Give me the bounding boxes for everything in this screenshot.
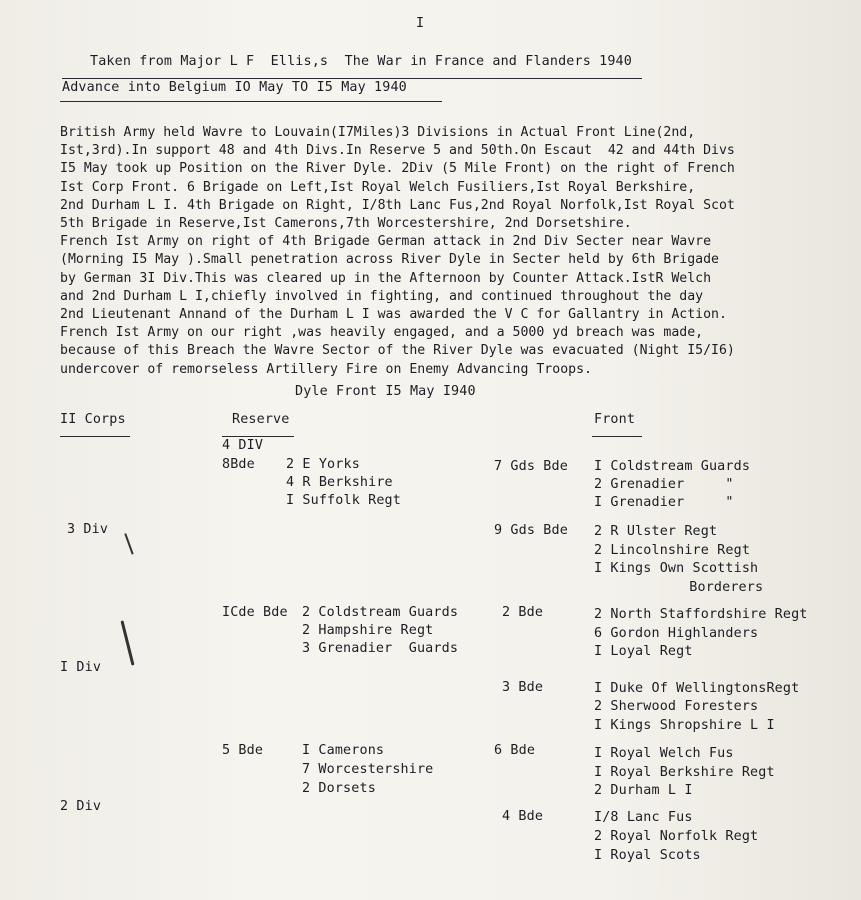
- section-underline: [60, 101, 442, 102]
- paragraph-line: by German 3I Div.This was cleared up in the Afternoon by Counter Attack.IstR Welch: [60, 270, 712, 286]
- division-label: I Div: [60, 660, 102, 675]
- header-front: Front: [594, 412, 636, 427]
- unit-item: 2 E Yorks: [286, 457, 360, 472]
- unit-item: Borderers: [640, 580, 764, 595]
- brigade-label: 6 Bde: [494, 743, 536, 758]
- paragraph-line: I5 May took up Position on the River Dyle. 2Div (5 Mile Front) on the right of French: [60, 161, 735, 177]
- paragraph-line: Ist,3rd).In support 48 and 4th Divs.In Reserve 5 and 50th.On Escaut 42 and 44th Divs: [60, 143, 735, 159]
- division-label: 2 Div: [60, 799, 102, 814]
- unit-item: I Kings Shropshire L I: [594, 718, 775, 733]
- header-corps: II Corps: [60, 412, 126, 427]
- unit-item: 2 Sherwood Foresters: [594, 699, 759, 714]
- pen-mark: [124, 533, 133, 554]
- paragraph-line: French Ist Army on our right ,was heavily engaged, and a 5000 yd breach was made,: [60, 325, 704, 341]
- paragraph-line: Ist Corp Front. 6 Brigade on Left,Ist Royal Welch Fusiliers,Ist Royal Berkshire,: [60, 179, 696, 195]
- unit-item: 3 Grenadier Guards: [302, 641, 459, 656]
- unit-item: 2 Hampshire Regt: [302, 623, 434, 638]
- paragraph-line: and 2nd Durham L I,chiefly involved in fighting, and continued throughout the day: [60, 288, 704, 304]
- header-reserve: Reserve: [232, 412, 290, 427]
- corps-underline: [60, 436, 130, 437]
- brigade-label: 9 Gds Bde: [494, 523, 568, 538]
- unit-item: I Camerons: [302, 743, 385, 758]
- brigade-label: ICde Bde: [222, 605, 288, 620]
- unit-item: I Royal Welch Fus: [594, 746, 734, 761]
- paragraph-line: 2nd Durham L I. 4th Brigade on Right, I/8th Lanc Fus,2nd Royal Norfolk,Ist Royal Scot: [60, 197, 735, 213]
- division-label: 4 DIV: [222, 438, 264, 453]
- unit-item: 2 R Ulster Regt: [594, 524, 718, 539]
- brigade-label: 7 Gds Bde: [494, 459, 568, 474]
- unit-item: 2 Lincolnshire Regt: [594, 543, 751, 558]
- narrative-paragraph: [60, 124, 860, 379]
- unit-item: 6 Gordon Highlanders: [594, 626, 759, 641]
- unit-item: I Grenadier ": [594, 495, 734, 510]
- paragraph-line: French Ist Army on right of 4th Brigade German attack in 2nd Div Secter near Wavre: [60, 234, 712, 250]
- unit-item: I/8 Lanc Fus: [594, 810, 693, 825]
- front-title: Dyle Front I5 May I940: [295, 384, 476, 399]
- unit-item: 7 Worcestershire: [302, 762, 434, 777]
- unit-item: 2 North Staffordshire Regt: [594, 607, 808, 622]
- unit-item: 2 Durham L I: [594, 783, 693, 798]
- paragraph-line: because of this Breach the Wavre Sector of the River Dyle was evacuated (Night I5/I6): [60, 343, 735, 359]
- paragraph-line: 2nd Lieutenant Annand of the Durham L I was awarded the V C for Gallantry in Action.: [60, 307, 727, 323]
- page-number: I: [416, 16, 425, 31]
- paragraph-line: British Army held Wavre to Louvain(I7Miles)3 Divisions in Actual Front Line(2nd,: [60, 125, 696, 140]
- brigade-label: 2 Bde: [502, 605, 544, 620]
- brigade-label: 8Bde: [222, 457, 255, 472]
- unit-item: I Kings Own Scottish: [594, 561, 759, 576]
- front-underline: [592, 436, 642, 437]
- brigade-label: 3 Bde: [502, 680, 544, 695]
- unit-item: I Royal Scots: [594, 848, 701, 863]
- paragraph-line: undercover of remorseless Artillery Fire on Enemy Advancing Troops.: [60, 361, 592, 377]
- unit-item: 2 Coldstream Guards: [302, 605, 459, 620]
- unit-item: 2 Royal Norfolk Regt: [594, 829, 759, 844]
- unit-item: I Royal Berkshire Regt: [594, 765, 775, 780]
- unit-item: I Coldstream Guards: [594, 459, 751, 474]
- brigade-label: 4 Bde: [502, 809, 544, 824]
- unit-item: I Duke Of WellingtonsRegt: [594, 681, 800, 696]
- pen-mark: [120, 620, 134, 665]
- unit-item: I Loyal Regt: [594, 644, 693, 659]
- section-title: Advance into Belgium IO May TO I5 May 1940: [62, 80, 407, 95]
- brigade-label: 5 Bde: [222, 743, 264, 758]
- source-citation: Taken from Major L F Ellis,s The War in France and Flanders 1940: [90, 54, 632, 69]
- division-label: 3 Div: [67, 522, 109, 537]
- unit-item: I Suffolk Regt: [286, 493, 401, 508]
- unit-item: 2 Dorsets: [302, 781, 376, 796]
- paragraph-line: 5th Brigade in Reserve,Ist Camerons,7th Worcestershire, 2nd Dorsetshire.: [60, 216, 632, 232]
- paragraph-line: (Morning I5 May ).Small penetration across River Dyle in Secter held by 6th Brigade: [60, 252, 719, 268]
- unit-item: 2 Grenadier ": [594, 477, 734, 492]
- unit-item: 4 R Berkshire: [286, 475, 393, 490]
